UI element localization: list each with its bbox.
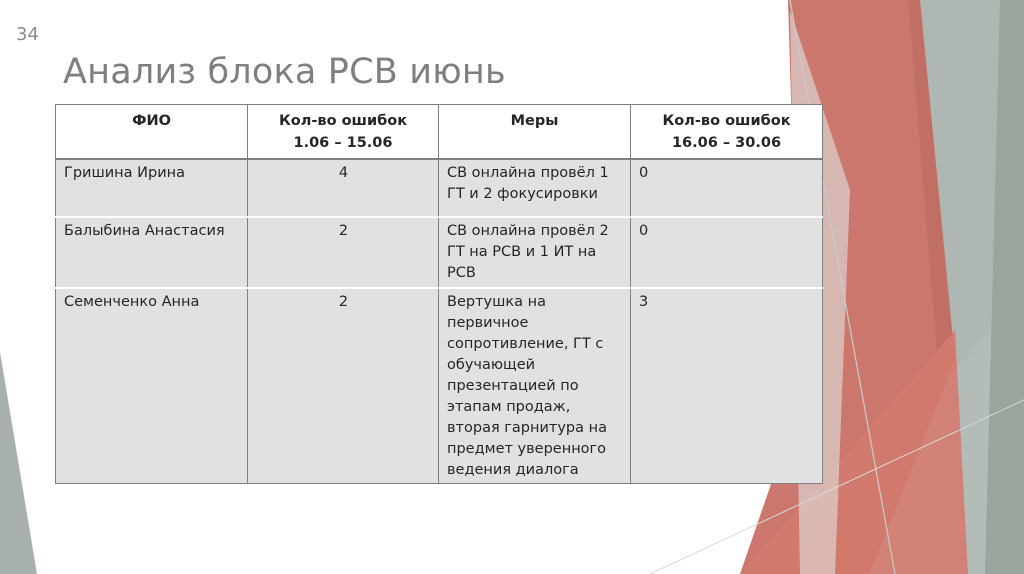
table-row xyxy=(56,217,823,288)
measure-line: СВ онлайна провёл 1 xyxy=(447,165,609,181)
cell-name: Гришина Ирина xyxy=(56,159,248,217)
cell-errors-first: 4 xyxy=(248,159,439,217)
left-gray-strip xyxy=(0,352,37,574)
measure-line: обучающей xyxy=(447,357,536,373)
table-header-row xyxy=(56,105,823,160)
measure-line: презентацией по xyxy=(447,378,579,394)
header-errors-first-half xyxy=(248,105,439,160)
header-errors-second-half xyxy=(631,105,823,160)
table-row xyxy=(56,159,823,217)
header-name-label: ФИО xyxy=(132,113,171,129)
measure-line: ведения диалога xyxy=(447,462,579,478)
measure-line: Вертушка на xyxy=(447,294,546,310)
slide-title: Анализ блока РСВ июнь xyxy=(63,52,506,92)
cell-name: Семенченко Анна xyxy=(56,288,248,484)
measure-line: первичное xyxy=(447,315,529,331)
measure-line: вторая гарнитура на xyxy=(447,420,607,436)
header-measures-label: Меры xyxy=(510,113,559,129)
header-errors-first-period: 1.06 – 15.06 xyxy=(293,135,393,151)
header-measures xyxy=(439,105,631,160)
cell-errors-second: 0 xyxy=(631,217,823,288)
header-errors-second-label: Кол-во ошибок xyxy=(662,113,791,129)
cell-measures xyxy=(439,217,631,288)
slide-number: 34 xyxy=(16,24,39,45)
cell-errors-first: 2 xyxy=(248,217,439,288)
measure-line: предмет уверенного xyxy=(447,441,607,457)
cell-errors-second: 0 xyxy=(631,159,823,217)
cell-errors-second: 3 xyxy=(631,288,823,484)
header-errors-second-period: 16.06 – 30.06 xyxy=(671,135,782,151)
table-row xyxy=(56,288,823,484)
measure-line: СВ онлайна провёл 2 xyxy=(447,223,609,239)
cell-errors-first: 2 xyxy=(248,288,439,484)
cell-measures xyxy=(439,159,631,217)
measure-line: ГТ и 2 фокусировки xyxy=(447,186,598,202)
cell-measures xyxy=(439,288,631,484)
cell-name: Балыбина Анастасия xyxy=(56,217,248,288)
measure-line: сопротивление, ГТ с xyxy=(447,336,604,352)
errors-analysis-table xyxy=(55,104,823,484)
measure-line: РСВ xyxy=(447,265,476,281)
header-errors-first-label: Кол-во ошибок xyxy=(278,113,408,129)
measure-line: ГТ на РСВ и 1 ИТ на xyxy=(447,244,597,260)
header-name xyxy=(56,105,248,160)
measure-line: этапам продаж, xyxy=(447,399,571,415)
